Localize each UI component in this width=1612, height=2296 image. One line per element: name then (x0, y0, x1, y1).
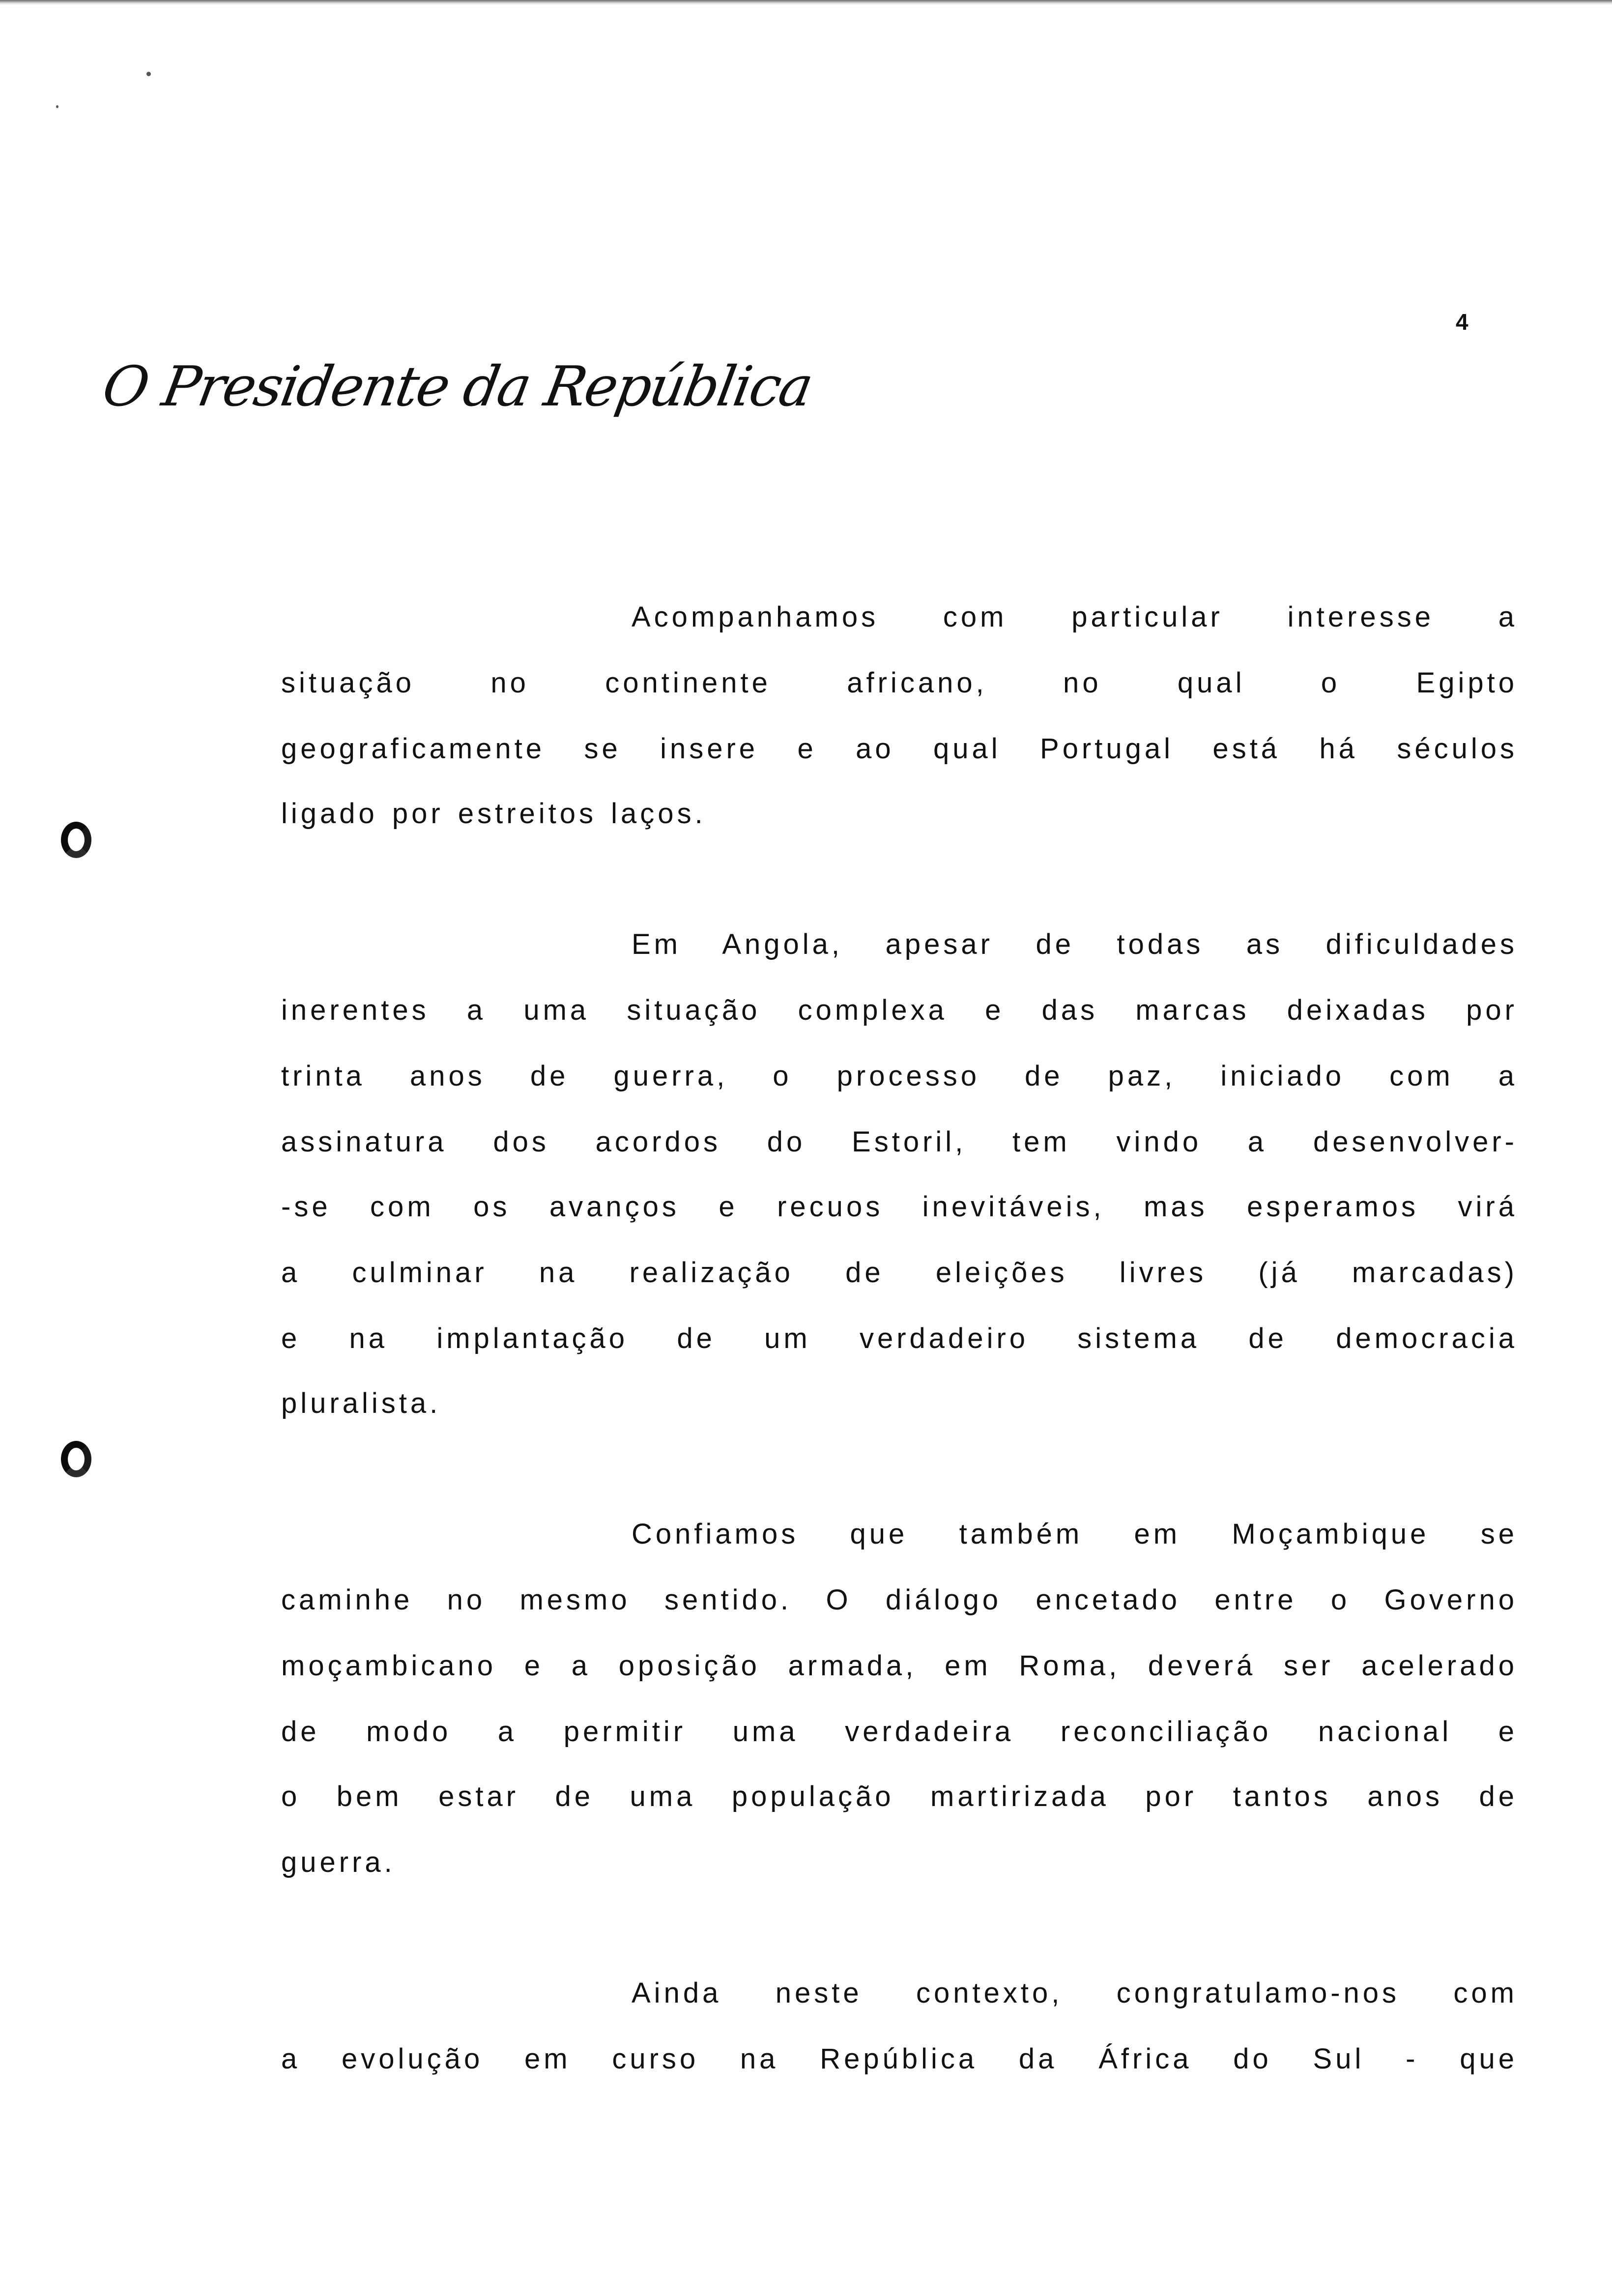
paragraph-3-line-3: moçambicano e a oposição armada, em Roma, deverá ser acelerado (281, 1650, 1518, 1682)
svg-text:O Presidente da República: O Presidente da República (98, 354, 817, 419)
paragraph-3-line-2: caminhe no mesmo sentido. O diálogo encetado entre o Governo (281, 1584, 1518, 1616)
scan-edge (0, 0, 1612, 5)
paragraph-1-line-3: geograficamente se insere e ao qual Portugal está há séculos (281, 733, 1518, 765)
paragraph-3-line-6: guerra. (281, 1846, 396, 1878)
paragraph-2-line-2: inerentes a uma situação complexa e das marcas deixadas por (281, 994, 1518, 1026)
letterhead-signature (98, 344, 817, 437)
page-number: 4 (1456, 309, 1468, 335)
paragraph-2-line-1: Em Angola, apesar de todas as dificuldades (632, 928, 1518, 960)
scan-speck (56, 105, 58, 108)
paragraph-1-line-4: ligado por estreitos laços. (281, 798, 706, 830)
punch-hole (61, 1441, 91, 1477)
paragraph-1-line-1: Acompanhamos com particular interesse a (632, 601, 1518, 633)
punch-hole (61, 822, 91, 858)
paragraph-3-line-5: o bem estar de uma população martirizada por tantos anos de (281, 1780, 1518, 1812)
paragraph-2-line-3: trinta anos de guerra, o processo de paz, iniciado com a (281, 1060, 1518, 1092)
paragraph-2-line-8: pluralista. (281, 1387, 441, 1419)
paragraph-3-line-1: Confiamos que também em Moçambique se (632, 1518, 1518, 1550)
paragraph-1-line-2: situação no continente africano, no qual o Egipto (281, 667, 1518, 699)
paragraph-2-line-7: e na implantação de um verdadeiro sistema de democracia (281, 1322, 1518, 1354)
paragraph-2-line-4: assinatura dos acordos do Estoril, tem vindo a desenvolver- (281, 1126, 1518, 1158)
paragraph-4-line-2: a evolução em curso na República da África do Sul - que (281, 2043, 1518, 2075)
paragraph-2-line-5: -se com os avanços e recuos inevitáveis, mas esperamos virá (281, 1191, 1518, 1223)
scan-speck (146, 72, 151, 76)
paragraph-3-line-4: de modo a permitir uma verdadeira reconciliação nacional e (281, 1716, 1518, 1748)
paragraph-4-line-1: Ainda neste contexto, congratulamo-nos com (632, 1977, 1518, 2009)
paragraph-2-line-6: a culminar na realização de eleições livres (já marcadas) (281, 1257, 1518, 1289)
